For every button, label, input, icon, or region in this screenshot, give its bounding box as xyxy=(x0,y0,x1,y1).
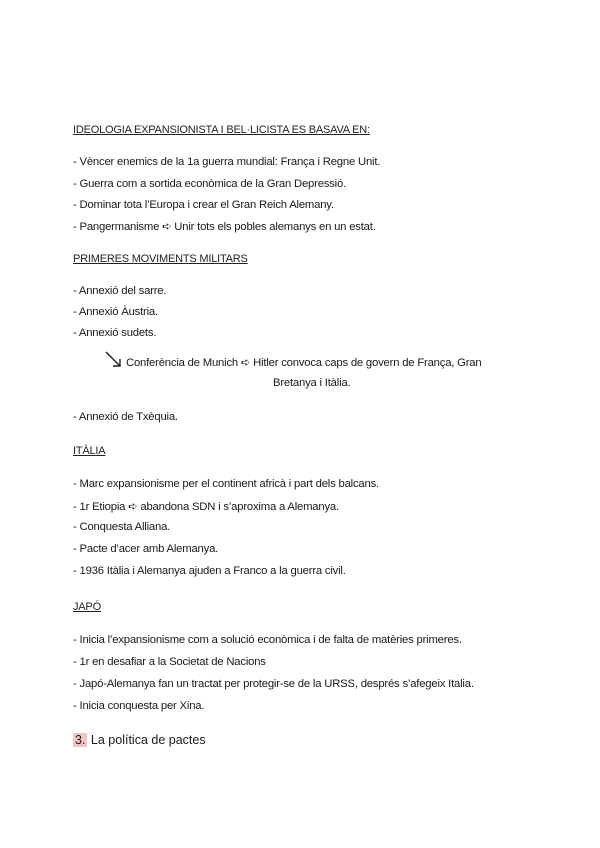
list-item: - Pangermanisme ➪ Unir tots els pobles alemanys en un estat. xyxy=(73,221,376,233)
list-item: - Annexió sudets. xyxy=(73,327,157,339)
munich-note-line1: Conferència de Munich ➪ Hitler convoca caps de govern de França, Gran xyxy=(126,357,482,369)
heading-italia: ITÀLIA xyxy=(73,445,106,457)
heading-moviments-militars: PRIMERES MOVIMENTS MILITARS xyxy=(73,253,248,265)
list-item: - Guerra com a sortida econòmica de la Gran Depressió. xyxy=(73,178,347,190)
munich-note-line2: Bretanya i Itàlia. xyxy=(273,377,351,389)
list-item: - Annexió del sarre. xyxy=(73,285,167,297)
list-item: - Annexió de Txèquia. xyxy=(73,411,178,423)
list-item: - Japó-Alemanya fan un tractat per protegir-se de la URSS, després s’afegeix Italia. xyxy=(73,678,474,690)
section-number: 3. xyxy=(75,733,86,747)
section-title: La política de pactes xyxy=(90,733,206,747)
list-item: - 1936 Itàlia i Alemanya ajuden a Franco a la guerra civil. xyxy=(73,565,346,577)
list-item: - Conquesta Alliana. xyxy=(73,521,171,533)
list-item: - Inicia conquesta per Xina. xyxy=(73,700,205,712)
list-item: - Marc expansionisme per el continent africà i part dels balcans. xyxy=(73,478,379,490)
list-item: - Annexió Àustria. xyxy=(73,306,158,318)
section-heading xyxy=(73,733,206,747)
list-item: - Pacte d’acer amb Alemanya. xyxy=(73,543,219,555)
heading-ideologia: IDEOLOGIA EXPANSIONISTA I BEL·LICISTA ES BASAVA EN: xyxy=(73,124,370,136)
list-item: - Inicia l’expansionisme com a solució econòmica i de falta de matèries primeres. xyxy=(73,634,462,646)
list-item: - Dominar tota l’Europa i crear el Gran Reich Alemany. xyxy=(73,199,334,211)
list-item: - 1r en desafiar a la Societat de Nacions xyxy=(73,656,266,668)
list-item: - 1r Etiopia ➪ abandona SDN i s’aproxima a Alemanya. xyxy=(73,501,339,513)
heading-japo: JAPÓ xyxy=(73,601,101,613)
arrow-down-right-icon xyxy=(104,350,124,370)
list-item: - Vèncer enemics de la 1a guerra mundial: França i Regne Unit. xyxy=(73,156,381,168)
